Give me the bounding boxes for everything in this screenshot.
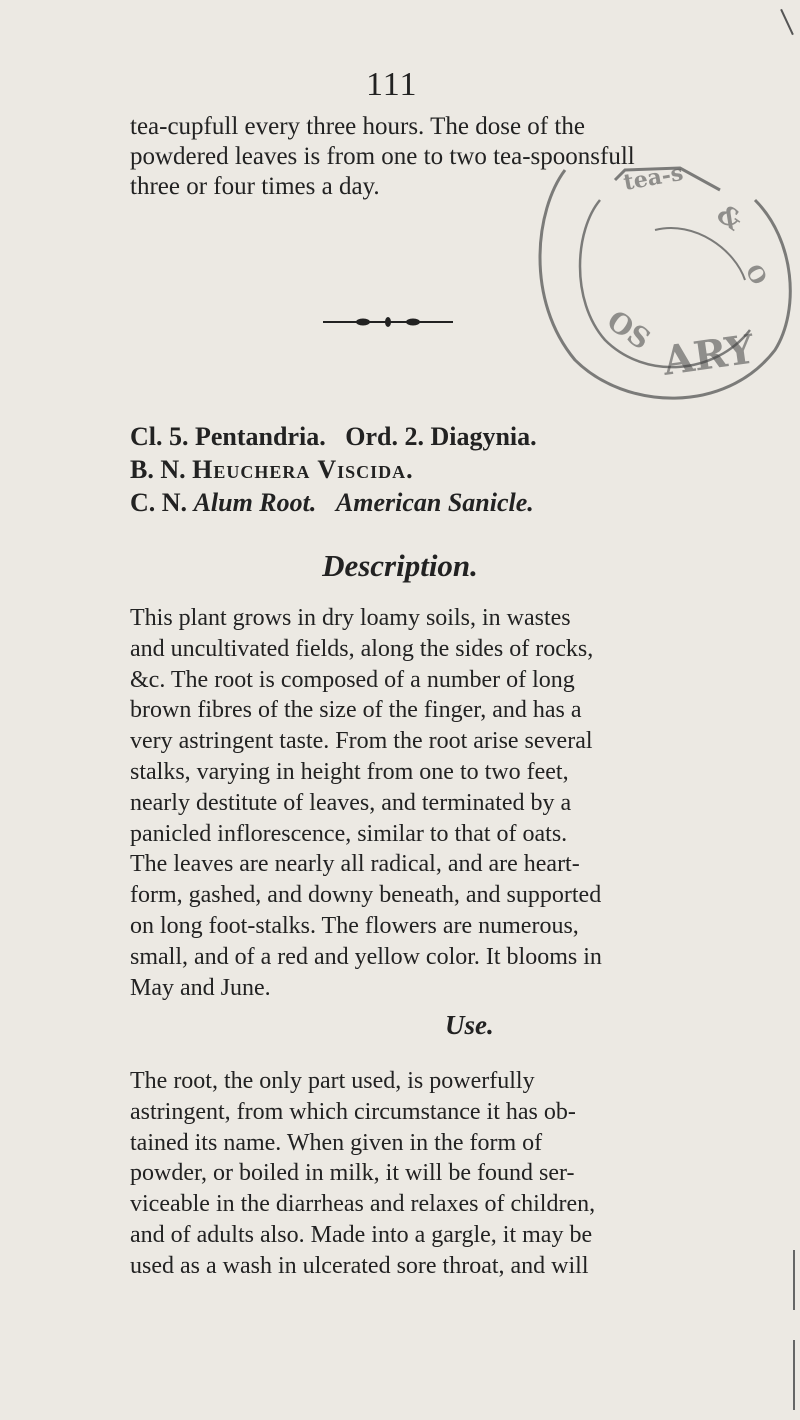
- text-line: May and June.: [130, 974, 271, 1001]
- order-name: Diagynia.: [430, 422, 537, 451]
- description-heading: Description.: [322, 548, 478, 583]
- text-line: powder, or boiled in milk, it will be found ser-: [130, 1160, 575, 1187]
- svg-text:tea-s: tea-s: [621, 159, 686, 196]
- text-line: brown fibres of the size of the finger, and has a: [130, 697, 582, 724]
- text-line: and of adults also. Made into a gargle, it may be: [130, 1221, 593, 1248]
- order-label: Ord. 2.: [345, 422, 424, 451]
- text-line: three or four times a day.: [130, 173, 380, 200]
- page-edge-mark: [793, 1250, 795, 1310]
- corner-mark: [780, 9, 794, 35]
- text-line: &c. The root is composed of a number of long: [130, 666, 575, 693]
- text-line: and uncultivated fields, along the sides of rocks,: [130, 635, 594, 662]
- description-paragraph: [130, 603, 720, 1003]
- ornamental-rule: [323, 315, 453, 329]
- text-line: The root, the only part used, is powerfully: [130, 1068, 535, 1094]
- text-line: used as a wash in ulcerated sore throat, and will: [130, 1252, 589, 1279]
- bn-label: B. N.: [130, 455, 186, 484]
- text-line: stalks, varying in height from one to two feet,: [130, 758, 569, 785]
- text-line: panicled inflorescence, similar to that of oats.: [130, 820, 568, 847]
- text-line: very astringent taste. From the root arise several: [130, 728, 593, 755]
- text-line: tea-cupfull every three hours. The dose of the: [130, 113, 585, 140]
- text-line: on long foot-stalks. The flowers are numerous,: [130, 912, 579, 939]
- use-paragraph: [130, 1066, 720, 1282]
- svg-text:&: &: [710, 199, 748, 238]
- text-line: nearly destitute of leaves, and terminated by a: [130, 789, 572, 816]
- library-stamp-icon: [505, 150, 795, 420]
- common-name-2: American Sanicle.: [335, 488, 534, 517]
- common-name-1: Alum Root.: [193, 488, 317, 517]
- botanical-name-line: [130, 453, 750, 486]
- text-line: powdered leaves is from one to two tea-spoonsfull: [130, 143, 635, 170]
- svg-text:O: O: [739, 260, 772, 290]
- text-line: astringent, from which circumstance it has ob-: [130, 1098, 576, 1125]
- class-label: Cl. 5.: [130, 422, 189, 451]
- use-heading: Use.: [445, 1010, 494, 1040]
- common-name-line: [130, 486, 750, 519]
- cn-label: C. N.: [130, 488, 188, 517]
- svg-text:OS: OS: [600, 303, 657, 357]
- page-number: 111: [366, 66, 418, 103]
- text-line: tained its name. When given in the form of: [130, 1129, 543, 1156]
- page-edge-mark: [793, 1340, 795, 1410]
- botanical-name: Heuchera Viscida.: [192, 455, 414, 484]
- text-line: viceable in the diarrheas and relaxes of children,: [130, 1191, 596, 1218]
- text-line: form, gashed, and downy beneath, and supported: [130, 882, 602, 909]
- text-line: This plant grows in dry loamy soils, in wastes: [130, 605, 571, 631]
- text-line: small, and of a red and yellow color. It blooms in: [130, 943, 602, 970]
- class-name: Pentandria.: [195, 422, 326, 451]
- stamp-center-text: ARY: [659, 325, 758, 385]
- classification-block: [130, 420, 750, 519]
- text-line: The leaves are nearly all radical, and are heart-: [130, 851, 580, 878]
- class-order-line: [130, 420, 750, 453]
